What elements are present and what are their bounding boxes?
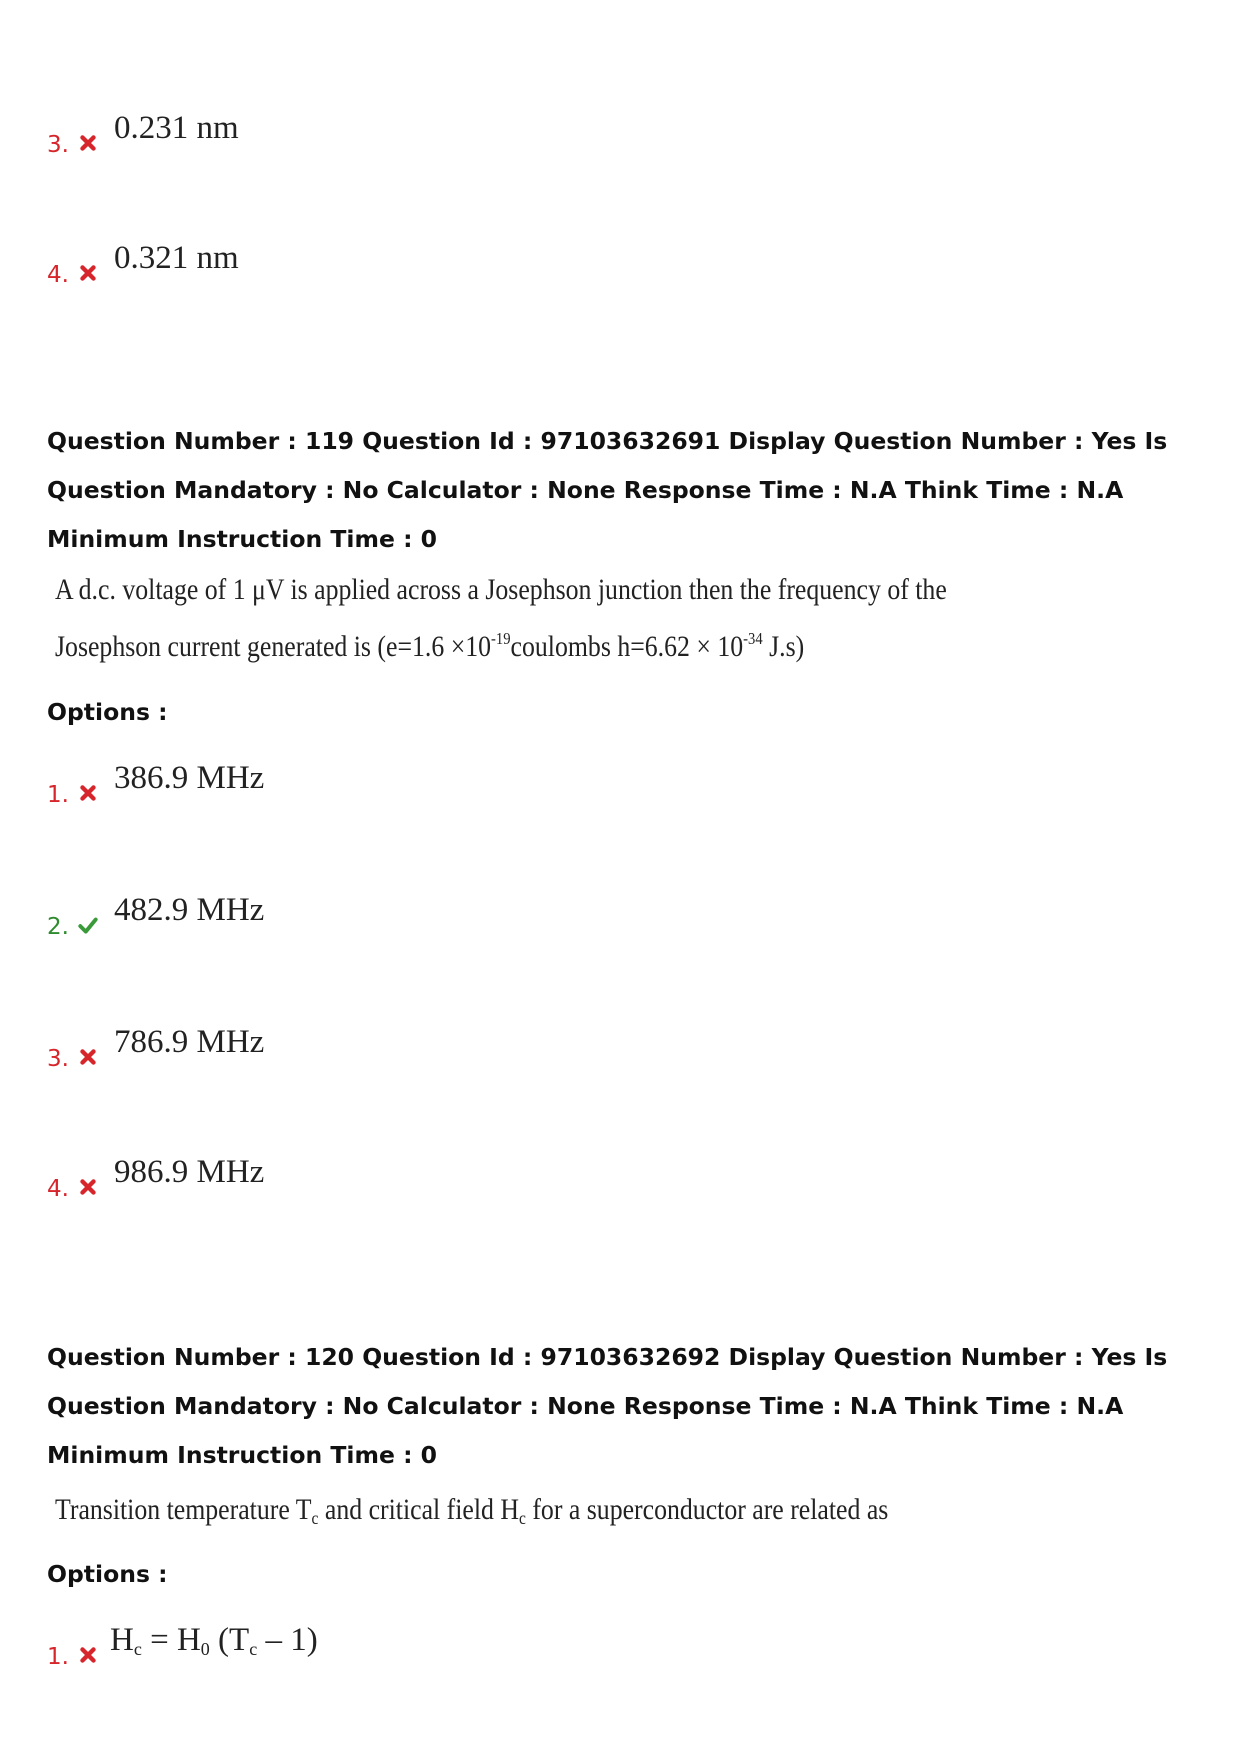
- option-value: 786.9 MHz: [114, 1024, 265, 1060]
- wrong-cross-icon: [77, 1176, 99, 1198]
- option-number: 3.: [47, 1046, 69, 1072]
- option-value: 482.9 MHz: [114, 892, 265, 928]
- option-value: 0.321 nm: [114, 240, 239, 276]
- option-number: 1.: [47, 1644, 69, 1670]
- question-119-text-line1: A d.c. voltage of 1 μV is applied across a Josephson junction then the frequency of the: [55, 573, 947, 606]
- wrong-cross-icon: [77, 1644, 99, 1666]
- option-value: 386.9 MHz: [114, 760, 265, 796]
- option-number: 1.: [47, 782, 69, 808]
- option-value: 986.9 MHz: [114, 1154, 265, 1190]
- option-number: 4.: [47, 1176, 69, 1202]
- wrong-cross-icon: [77, 782, 99, 804]
- question-120-text: Transition temperature $T_c$ and critical field $H_c$ for a superconductor are related as: [55, 1493, 889, 1528]
- option-formula: $H_c = H_0$ $(T_c - 1)$: [110, 1622, 318, 1659]
- question-120-options-label: Options :: [47, 1560, 168, 1588]
- question-119-text-line2: Josephson current generated is ($e=1.6 \times 10^{-19}coulombs$ $h=6.62 \times 10^{-34}$ J.s): [55, 629, 805, 663]
- wrong-cross-icon: [77, 132, 99, 154]
- correct-check-icon: [77, 914, 99, 936]
- question-119-options-label: Options :: [47, 698, 168, 726]
- wrong-cross-icon: [77, 1046, 99, 1068]
- option-number: 3.: [47, 132, 69, 158]
- option-value: 0.231 nm: [114, 110, 239, 146]
- option-number: 4.: [47, 262, 69, 288]
- wrong-cross-icon: [77, 262, 99, 284]
- question-119-meta: Question Number : 119 Question Id : 97103632691 Display Question Number : Yes Is Question Mandatory : No Calculator : None Response Time : N.A Think Time : N.A Minimum Instruction Time : 0: [47, 427, 1168, 553]
- option-number: 2.: [47, 914, 69, 940]
- question-120-meta: Question Number : 120 Question Id : 97103632692 Display Question Number : Yes Is Question Mandatory : No Calculator : None Response Time : N.A Think Time : N.A Minimum Instruction Time : 0: [47, 1343, 1168, 1469]
